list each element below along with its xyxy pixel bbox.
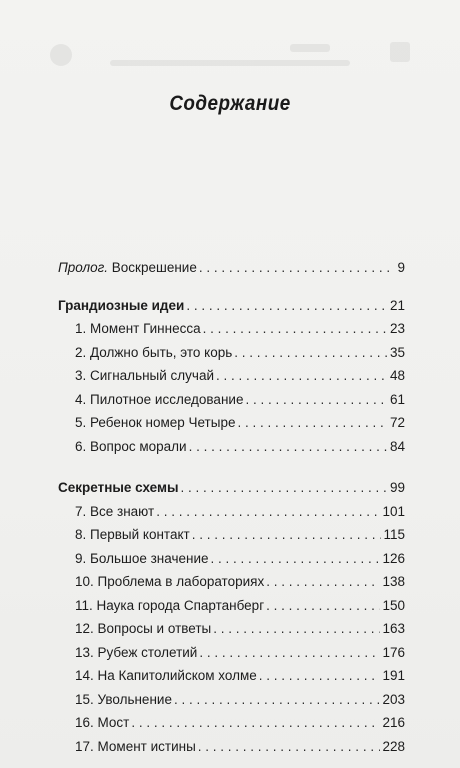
toc-chapter [58, 641, 405, 665]
leader-dots [245, 388, 388, 412]
leader-dots [234, 341, 388, 365]
toc-chapter [58, 341, 405, 365]
toc-entry-prologue [58, 256, 405, 280]
prologue-label-rest: Воскрешение [108, 260, 197, 275]
leader-dots [131, 711, 380, 735]
toc-page-number: 150 [382, 597, 405, 613]
toc-chapter [58, 523, 405, 547]
toc-chapter-label: 8. Первый контакт [75, 527, 190, 542]
leader-dots [203, 317, 388, 341]
toc-chapter [58, 711, 405, 735]
toc-chapter-label: 10. Проблема в лабораториях [75, 574, 265, 589]
toc-chapter [58, 364, 405, 388]
toc-chapter-label: 5. Ребенок номер Четыре [75, 415, 236, 430]
leader-dots [266, 594, 380, 618]
page-title: Содержание [169, 92, 291, 115]
toc-page-number: 203 [382, 691, 405, 707]
leader-dots [198, 735, 381, 759]
leader-dots [213, 617, 380, 641]
toc-chapter [58, 688, 405, 712]
toc-chapter [58, 411, 405, 435]
toc-page-number: 48 [389, 368, 405, 383]
toc-chapter-label: 3. Сигнальный случай [75, 368, 215, 383]
toc-page-number: 228 [382, 738, 405, 754]
toc-part-label: Секретные схемы [58, 480, 179, 495]
toc-chapter [58, 617, 405, 641]
spacer [58, 280, 405, 294]
toc-page-number: 9 [397, 260, 405, 275]
toc-chapter [58, 388, 405, 412]
toc-chapter-label: 4. Пилотное исследование [75, 391, 244, 407]
leader-dots [237, 411, 388, 435]
toc-chapter [58, 500, 405, 524]
prologue-italic-label: Пролог. [58, 260, 109, 275]
toc-chapter-label: 17. Момент истины [75, 738, 196, 754]
toc-page-number: 35 [389, 344, 405, 360]
toc-page-number: 115 [383, 527, 405, 542]
toc-page-number: 216 [382, 715, 405, 730]
toc-chapter [58, 435, 405, 459]
leader-dots [199, 641, 380, 665]
toc-chapter-label: 6. Вопрос морали [75, 438, 187, 454]
toc-part-1 [58, 294, 405, 318]
toc-chapter [58, 664, 405, 688]
leader-dots [199, 256, 396, 280]
leader-dots [186, 294, 388, 318]
leader-dots [216, 364, 388, 388]
toc-chapter [58, 317, 405, 341]
toc-chapter-label: 12. Вопросы и ответы [75, 621, 212, 636]
toc-chapter-label: 9. Большое значение [75, 550, 209, 566]
toc-page-number: 163 [382, 621, 405, 636]
toc-chapter-label: 2. Должно быть, это корь [75, 344, 233, 360]
toc-page-number: 138 [382, 574, 405, 589]
leader-dots [259, 664, 381, 688]
spacer [58, 458, 405, 476]
toc-chapter [58, 547, 405, 571]
leader-dots [189, 435, 388, 459]
toc-chapter-label: 13. Рубеж столетий [75, 644, 198, 660]
leader-dots [181, 476, 388, 500]
toc-page-number: 191 [382, 668, 405, 683]
leader-dots [192, 523, 382, 547]
toc-part-label: Грандиозные идеи [58, 297, 185, 313]
bleed-through-header [30, 40, 430, 80]
toc-part-2 [58, 476, 405, 500]
leader-dots [266, 570, 380, 594]
toc-chapter [58, 735, 405, 759]
toc-page-number: 176 [382, 644, 405, 660]
leader-dots [211, 547, 381, 571]
toc-chapter-label: 15. Увольнение [75, 691, 172, 707]
toc-entry-label [58, 256, 197, 280]
toc-chapter-label: 7. Все знают [75, 503, 155, 519]
toc-page-number: 126 [382, 550, 405, 566]
leader-dots [156, 500, 380, 524]
table-of-contents [58, 256, 405, 758]
leader-dots [174, 688, 381, 712]
toc-chapter-label: 1. Момент Гиннесса [75, 321, 201, 336]
toc-chapter-label: 16. Мост [75, 715, 130, 730]
toc-page-number: 99 [389, 480, 405, 495]
toc-page-number: 61 [389, 391, 405, 407]
toc-chapter [58, 570, 405, 594]
toc-page-number: 84 [389, 438, 405, 454]
toc-chapter-label: 14. На Капитолийском холме [75, 668, 257, 683]
toc-chapter-label: 11. Наука города Спартанберг [75, 597, 265, 613]
toc-page-number: 72 [389, 415, 405, 430]
toc-page-number: 21 [389, 297, 405, 313]
toc-page-number: 23 [389, 321, 405, 336]
toc-page-number: 101 [382, 503, 405, 519]
toc-chapter [58, 594, 405, 618]
